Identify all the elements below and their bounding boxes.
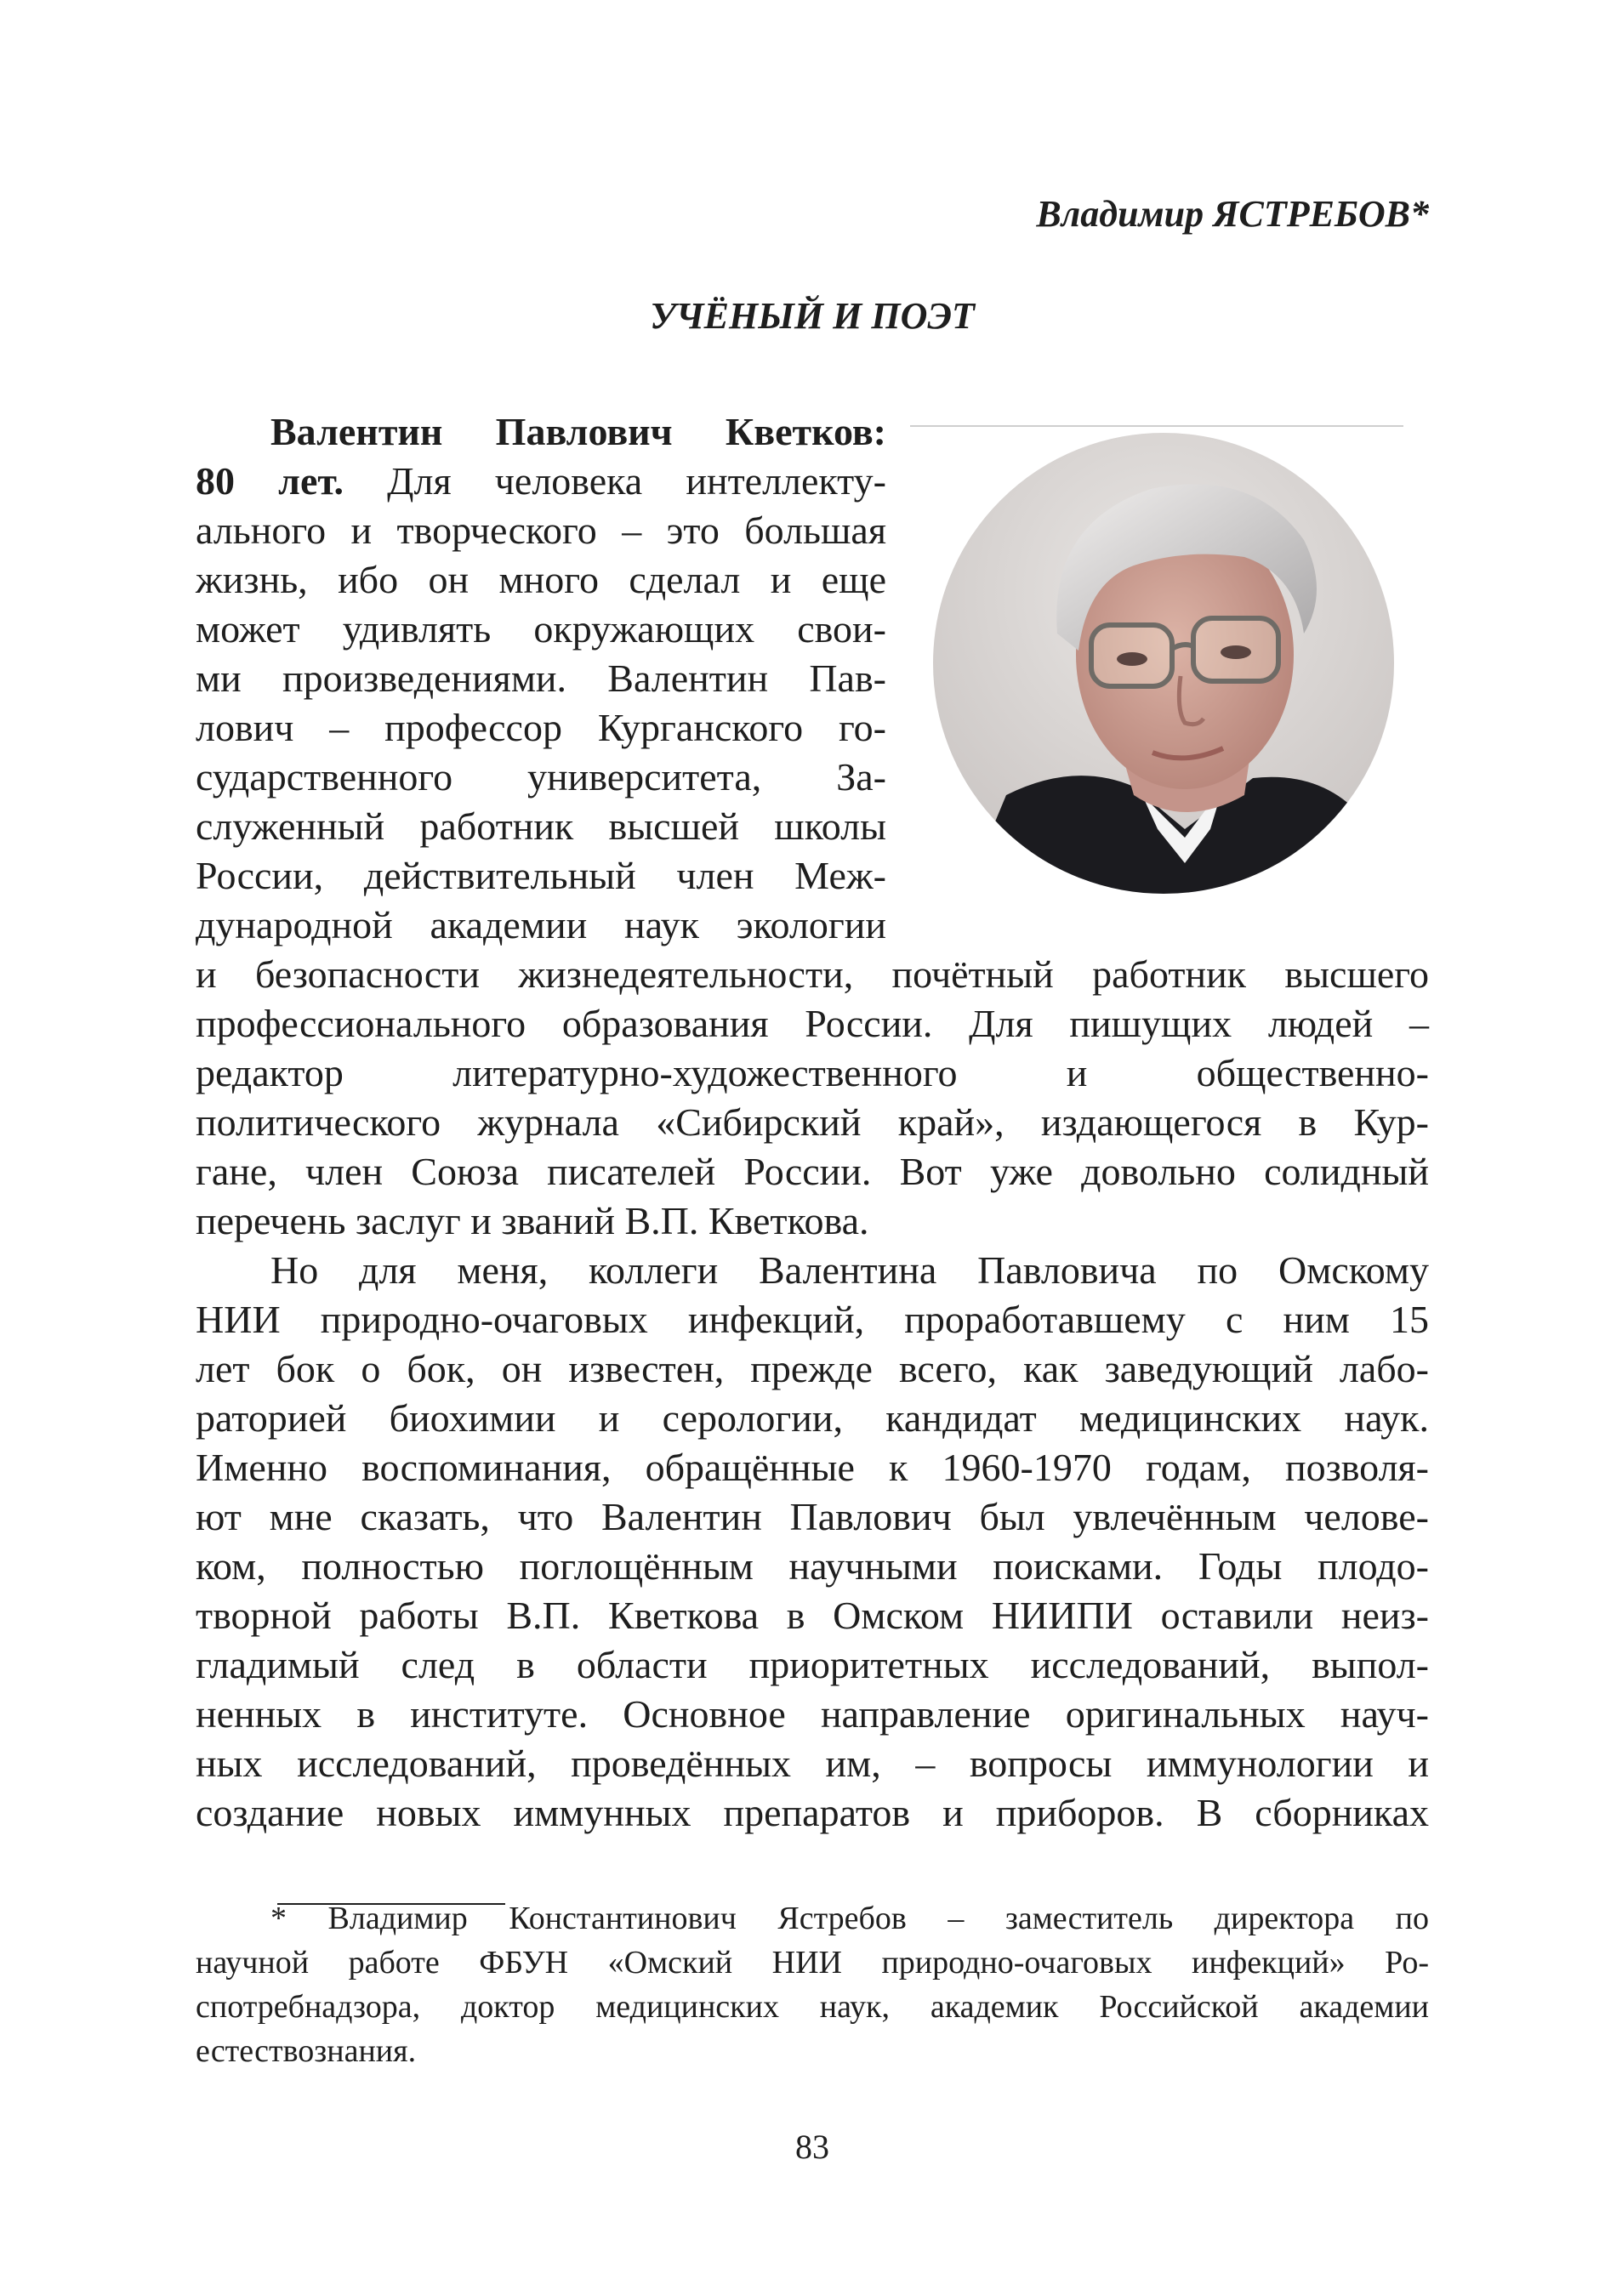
text-line: гане, член Союза писателей России. Вот уже довольно солидный (196, 1150, 1429, 1193)
page-number: 83 (795, 2128, 829, 2166)
article-title: УЧЁНЫЙ И ПОЭТ (650, 295, 975, 337)
text-line: Именно воспоминания, обращённые к 1960-1970 годам, позволя- (196, 1446, 1429, 1489)
text-line: ненных в институте. Основное направление оригинальных науч- (196, 1692, 1429, 1736)
text-line: творной работы В.П. Кветкова в Омском НИИПИ оставили неиз- (196, 1594, 1429, 1637)
portrait-photo-image (930, 429, 1397, 897)
author-name: Владимир ЯСТРЕБОВ* (1036, 193, 1429, 235)
text-line: создание новых иммунных препаратов и приборов. В сборниках (196, 1791, 1429, 1834)
portrait-photo (930, 429, 1397, 897)
footnote-line: спотребнадзора, доктор медицинских наук, академик Российской академии (196, 1989, 1429, 2025)
text-line: ком, полностью поглощённым научными поисками. Годы плодо- (196, 1544, 1429, 1588)
text-line: может удивлять окружающих свои- (196, 607, 886, 651)
text-line: жизнь, ибо он много сделал и еще (196, 558, 886, 601)
text-line: лович – профессор Курганского го- (196, 706, 886, 749)
decorative-rule (910, 425, 1403, 427)
text-line: России, действительный член Меж- (196, 854, 886, 897)
text-line: перечень заслуг и званий В.П. Кветкова. (196, 1199, 869, 1242)
text-line: ют мне сказать, что Валентин Павлович был увлечённым челове- (196, 1495, 1429, 1538)
text-line: служенный работник высшей школы (196, 804, 886, 848)
footnote-line: научной работе ФБУН «Омский НИИ природно-очаговых инфекций» Ро- (196, 1945, 1429, 1981)
text-line: лет бок о бок, он известен, прежде всего, как заведующий лабо- (196, 1347, 1429, 1390)
text-line: политического журнала «Сибирский край», издающегося в Кур- (196, 1100, 1429, 1144)
text-line: сударственного университета, За- (196, 755, 886, 798)
text-line: и безопасности жизнедеятельности, почётный работник высшего (196, 952, 1429, 996)
text-line: 80 лет. Для человека интеллекту- (196, 459, 886, 503)
text-line: профессионального образования России. Для пишущих людей – (196, 1002, 1429, 1045)
text-line: раторией биохимии и серологии, кандидат медицинских наук. (196, 1396, 1429, 1440)
text-line: гладимый след в области приоритетных исследований, выпол- (196, 1643, 1429, 1686)
footnote-line: естествознания. (196, 2033, 417, 2069)
text-line: Но для меня, коллеги Валентина Павловича по Омскому (270, 1248, 1429, 1292)
text-line: Валентин Павлович Кветков: (270, 410, 886, 453)
text-line: ми произведениями. Валентин Пав- (196, 656, 886, 700)
text-line: НИИ природно-очаговых инфекций, проработавшему с ним 15 (196, 1298, 1429, 1341)
text-line: ных исследований, проведённых им, – вопросы иммунологии и (196, 1742, 1429, 1785)
footnote-line: * Владимир Константинович Ястребов – заместитель директора по (270, 1901, 1429, 1936)
text-line: ального и творческого – это большая (196, 509, 886, 552)
text-line: дународной академии наук экологии (196, 903, 886, 946)
text-line: редактор литературно-художественного и общественно- (196, 1051, 1429, 1094)
